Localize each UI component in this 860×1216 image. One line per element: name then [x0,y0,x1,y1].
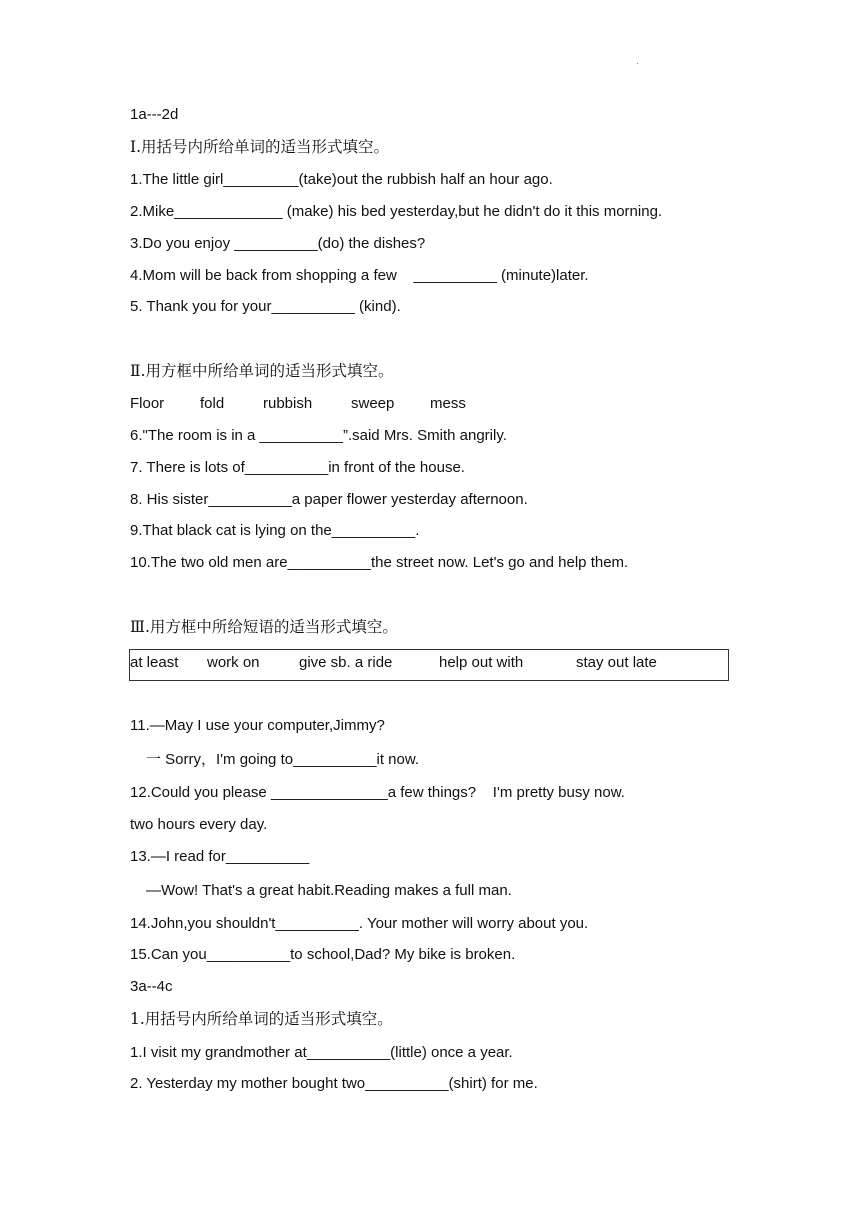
section-heading-4: 1.用括号内所给单词的适当形式填空。 [130,1010,393,1028]
question-1: 1.The little girl_________(take)out the rubbish half an hour ago. [130,171,553,188]
question-16: 1.I visit my grandmother at__________(little) once a year. [130,1044,513,1061]
phrase-bank-item: give sb. a ride [299,654,393,671]
page-dot: . [636,56,639,67]
question-9: 9.That black cat is lying on the__________. [130,522,420,539]
question-10: 10.The two old men are__________the street now. Let's go and help them. [130,554,629,571]
word-bank-item: rubbish [263,395,313,412]
word-bank-item: sweep [351,395,395,412]
question-11b: 一 Sorry，I'm going to__________it now. [146,751,420,768]
section-label-1a-2d: 1a---2d [130,106,179,123]
section-heading-3: Ⅲ.用方框中所给短语的适当形式填空。 [130,618,398,636]
question-15: 15.Can you__________to school,Dad? My bike is broken. [130,946,516,963]
question-3: 3.Do you enjoy __________(do) the dishes? [130,235,426,252]
question-2: 2.Mike_____________ (make) his bed yesterday,but he didn't do it this morning. [130,203,663,220]
question-5: 5. Thank you for your__________ (kind). [130,298,401,315]
section-label-3a-4c: 3a--4c [130,978,173,995]
word-bank-item: fold [200,395,225,412]
section-heading-1: Ⅰ.用括号内所给单词的适当形式填空。 [130,138,390,156]
question-11a: 11.—May I use your computer,Jimmy? [130,717,385,734]
phrase-bank-item: work on [207,654,260,671]
question-12: 12.Could you please ______________a few things? I'm pretty busy now. [130,784,625,801]
phrase-bank-item: stay out late [576,654,657,671]
word-bank-item: Floor [130,395,165,412]
phrase-bank-item: help out with [439,654,524,671]
question-13a: 13.—I read for__________ [130,848,310,865]
question-8: 8. His sister__________a paper flower yesterday afternoon. [130,491,528,508]
section-heading-2: Ⅱ.用方框中所给单词的适当形式填空。 [130,362,394,380]
word-bank-item: mess [430,395,466,412]
question-13b: —Wow! That's a great habit.Reading makes a full man. [146,882,512,899]
phrase-bank-box [129,649,729,681]
question-7: 7. There is lots of__________in front of the house. [130,459,465,476]
question-14: 14.John,you shouldn't__________. Your mother will worry about you. [130,915,589,932]
question-4: 4.Mom will be back from shopping a few __________ (minute)later. [130,267,589,284]
question-6: 6."The room is in a __________”.said Mrs. Smith angrily. [130,427,507,444]
question-12b: two hours every day. [130,816,268,833]
phrase-bank-item: at least [130,654,179,671]
question-17: 2. Yesterday my mother bought two__________(shirt) for me. [130,1075,538,1092]
